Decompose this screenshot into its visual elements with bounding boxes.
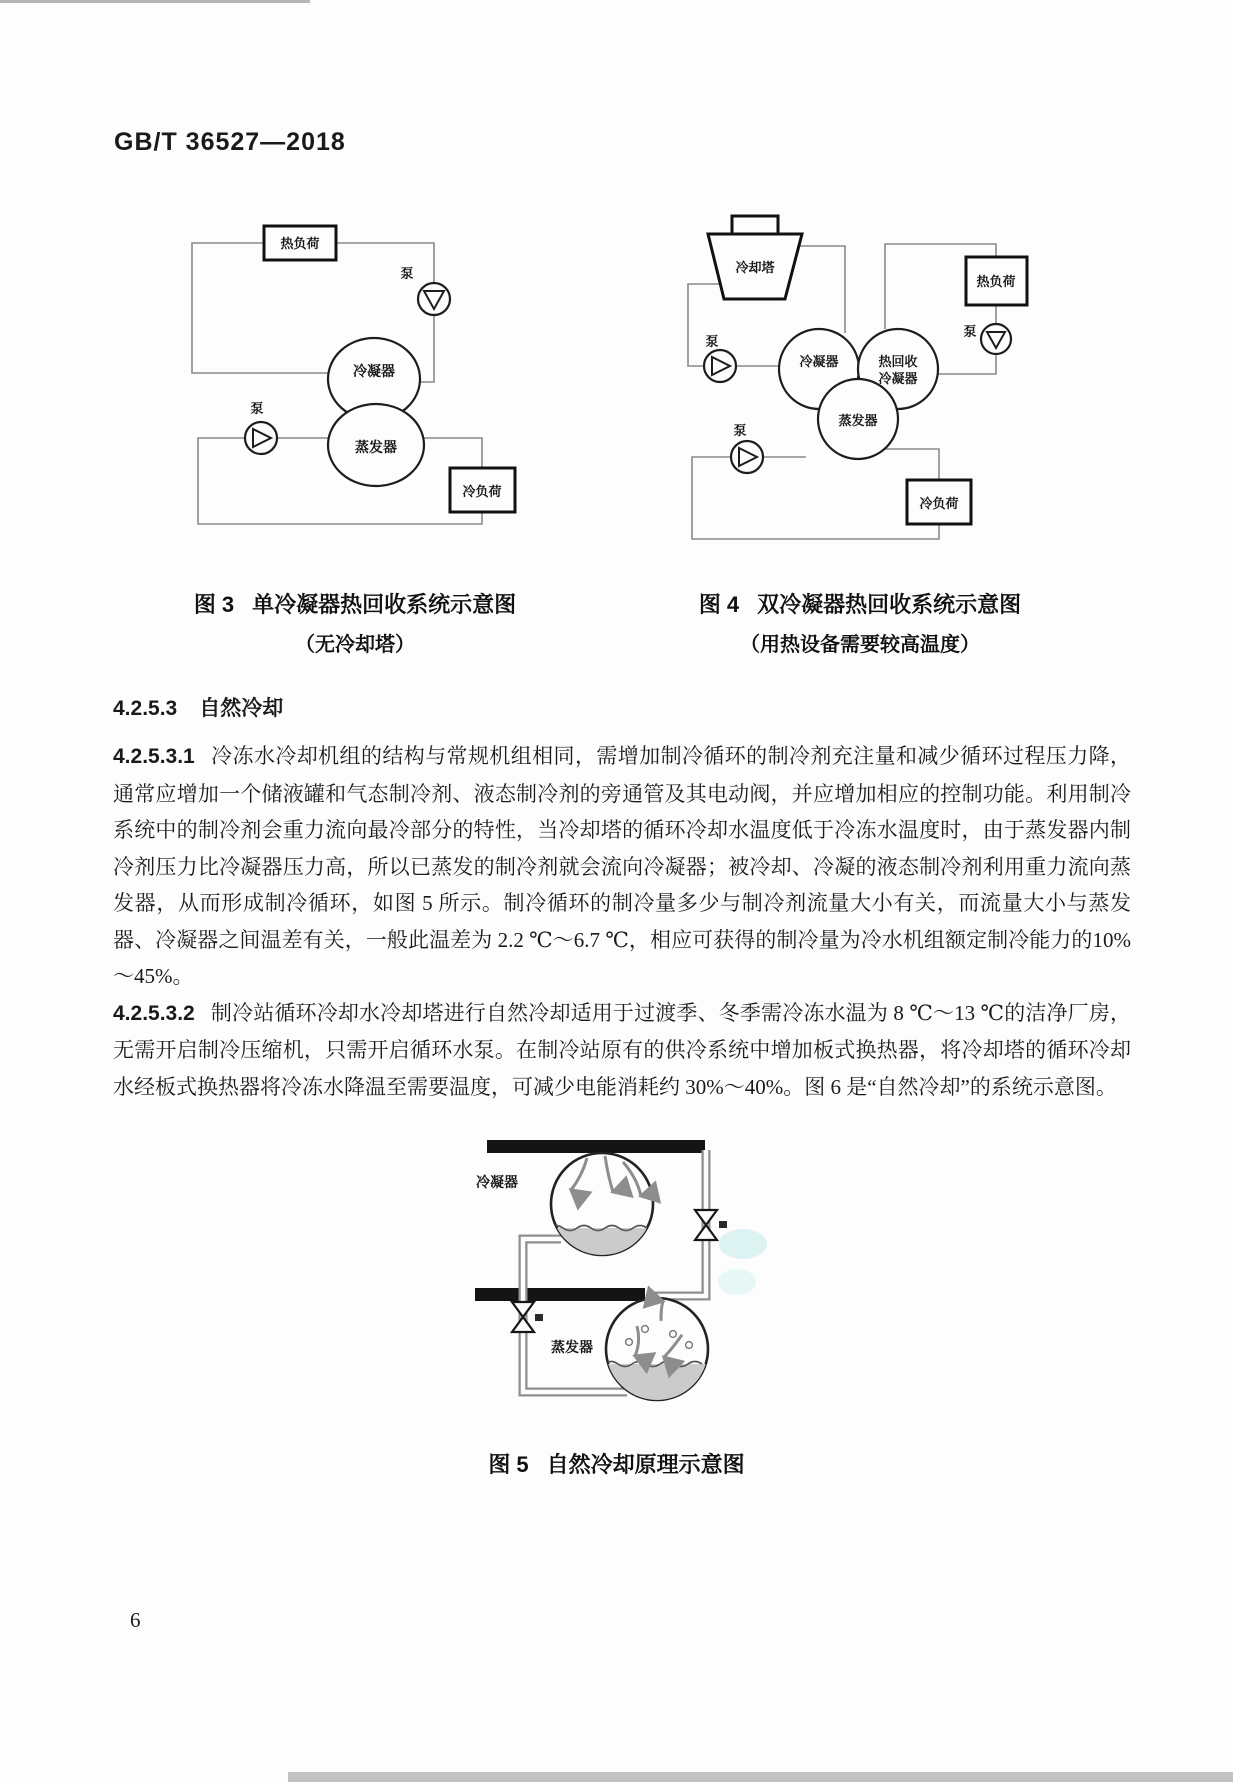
clause-text: 冷冻水冷却机组的结构与常规机组相同，需增加制冷循环的制冷剂充注量和减少循环过程压力降，通常应增加一个储液罐和气态制冷剂、液态制冷剂的旁通管及其电动阀，并应增加相应的控制功能。利用制冷系统中的制冷剂会重力流向最冷部分的特性，当冷却塔的循环冷却水温度低于冷冻水温度时，由于蒸发器内制冷剂压力比冷凝器压力高，所以已蒸发的制冷剂就会流向冷凝器；被冷却、冷凝的液态制冷剂利用重力流向蒸发器，从而形成制冷循环，如图 5 所示。制冷循环的制冷量多少与制冷剂流量大小有关，而流量大小与蒸发器、冷凝器之间温差有关，一般此温差为 2.2 ℃～6.7 ℃，相应可获得的制冷量为冷水机组额定制冷能力的10%～45%。 xyxy=(113,744,1131,988)
standard-number-header: GB/T 36527—2018 xyxy=(114,128,346,156)
scan-artifact-bottom xyxy=(288,1772,1233,1782)
scan-artifact-top xyxy=(0,0,310,3)
fig5-top-header-bar xyxy=(487,1140,705,1153)
fig4-wire-cool-bottom xyxy=(692,457,939,539)
fig3-wire-cool-right xyxy=(423,438,482,468)
fig5-evaporator-liquid xyxy=(602,1362,714,1405)
fig4-pump2-label: 泵 xyxy=(963,324,977,339)
clause-text: 制冷站循环冷却水冷却塔进行自然冷却适用于过渡季、冬季需冷冻水温为 8 ℃～13 ℃的洁净厂房，无需开启制冷压缩机，只需开启循环水泵。在制冷站原有的供冷系统中增加板式换热器，将冷却塔的循环冷却水经板式换热器将冷冻水降温至需要温度，可减少电能消耗约 30%～40%。图 6 是“自然冷却”的系统示意图。 xyxy=(113,1000,1131,1099)
fig4-heat-load-label: 热负荷 xyxy=(976,274,1016,289)
fig5-bubble xyxy=(642,1326,649,1333)
figure5-diagram xyxy=(437,1136,799,1436)
fig4-hr-condenser-label-1: 热回收 xyxy=(878,354,918,369)
fig5-bubble xyxy=(626,1339,633,1346)
fig5-condenser-liquid xyxy=(547,1226,661,1269)
section-heading-number: 4.2.5.3 xyxy=(113,697,178,720)
fig5-right-pipe-inner xyxy=(649,1150,706,1296)
fig5-evaporator-label: 蒸发器 xyxy=(551,1339,593,1355)
figure4-caption-number: 图 4 xyxy=(698,592,740,617)
figure3-caption xyxy=(115,588,595,657)
fig5-condenser-label: 冷凝器 xyxy=(476,1174,518,1190)
fig5-bubble xyxy=(670,1331,677,1338)
fig3-heat-load-label: 热负荷 xyxy=(280,236,320,251)
figure4-caption xyxy=(630,588,1090,657)
fig4-wire-tower-condenser xyxy=(797,246,845,333)
clause-number: 4.2.5.3.2 xyxy=(113,1001,195,1025)
fig3-evaporator-label: 蒸发器 xyxy=(355,439,397,455)
figure4-caption-subtitle: （用热设备需要较高温度） xyxy=(740,634,980,656)
figure5-caption xyxy=(0,1448,1233,1479)
fig5-left-valve-icon xyxy=(512,1302,534,1317)
section-heading-title: 自然冷却 xyxy=(199,697,284,720)
fig5-right-valve-icon xyxy=(695,1210,717,1225)
fig5-bubble xyxy=(686,1342,693,1349)
fig5-left-valve-handle xyxy=(535,1314,543,1321)
figure4-caption-title: 双冷凝器热回收系统示意图 xyxy=(757,592,1022,617)
fig5-right-valve-handle xyxy=(719,1221,727,1228)
figure3-diagram xyxy=(160,186,535,546)
fig4-pump3-label: 泵 xyxy=(733,423,747,438)
section-body xyxy=(113,692,1131,1105)
fig3-pump-left-label: 泵 xyxy=(250,401,264,416)
fig3-pump-right-label: 泵 xyxy=(400,266,414,281)
fig4-wire-evap-coolload xyxy=(884,449,939,480)
fig3-wire-heat-right-top xyxy=(336,243,434,283)
scan-smudge xyxy=(719,1229,767,1259)
fig4-cool-load-label: 冷负荷 xyxy=(919,496,959,511)
figure3-caption-number: 图 3 xyxy=(193,592,235,617)
clause-number: 4.2.5.3.1 xyxy=(113,745,195,768)
fig5-bottom-header-bar xyxy=(475,1288,645,1301)
figure4-diagram xyxy=(592,186,1052,556)
figure3-caption-subtitle: （无冷却塔） xyxy=(295,634,415,656)
fig4-pump1-label: 泵 xyxy=(705,334,719,349)
figure5-caption-title: 自然冷却原理示意图 xyxy=(546,1452,745,1477)
figure3-caption-title: 单冷凝器热回收系统示意图 xyxy=(252,592,517,617)
fig5-right-pipe xyxy=(649,1150,706,1296)
figure5-caption-number: 图 5 xyxy=(488,1452,529,1477)
fig4-evaporator-label: 蒸发器 xyxy=(838,413,878,428)
section-heading xyxy=(113,692,1131,722)
fig4-cooling-tower-label: 冷却塔 xyxy=(735,260,775,275)
page-number: 6 xyxy=(130,1608,141,1632)
fig5-right-valve-icon xyxy=(695,1225,717,1240)
clause-4-2-5-3-2 xyxy=(113,995,1131,1106)
clause-4-2-5-3-1 xyxy=(113,738,1131,995)
fig4-hr-condenser-label-2: 冷凝器 xyxy=(878,371,918,386)
fig3-wire-heat-left xyxy=(192,243,330,373)
fig4-tower-cap xyxy=(732,216,778,234)
fig4-wire-pump-hr xyxy=(937,354,996,374)
fig4-condenser-label: 冷凝器 xyxy=(799,354,839,369)
fig3-condenser-label: 冷凝器 xyxy=(353,363,395,379)
scan-smudge xyxy=(718,1269,756,1295)
fig3-wire-heat-right-bottom xyxy=(419,315,434,382)
fig5-left-valve-icon xyxy=(512,1317,534,1332)
fig3-cool-load-label: 冷负荷 xyxy=(462,484,502,499)
